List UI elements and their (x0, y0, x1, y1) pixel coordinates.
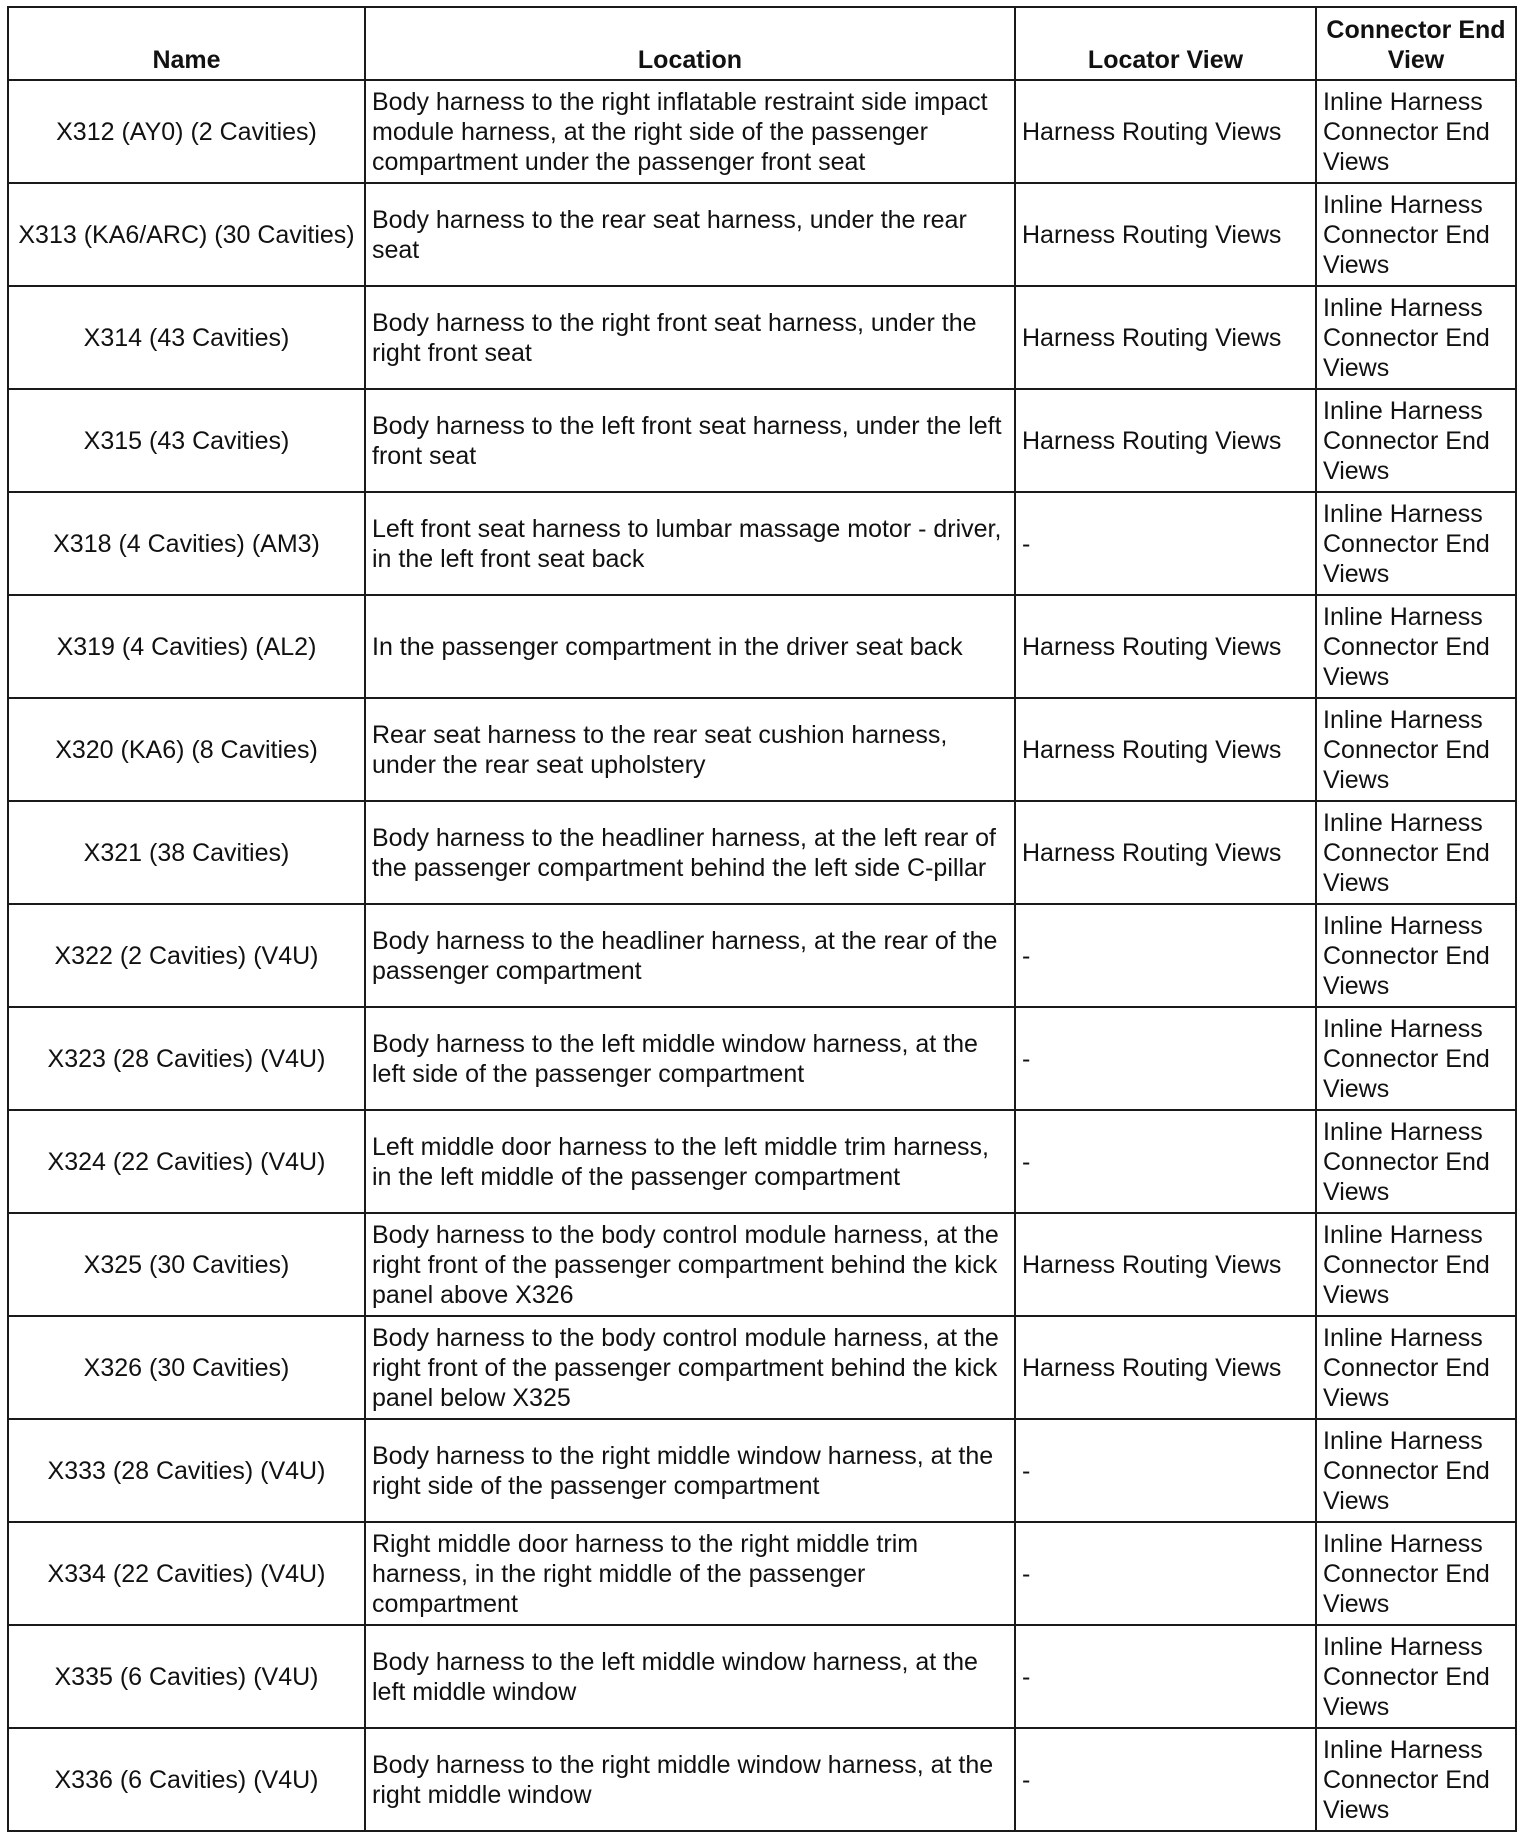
connector-location: Rear seat harness to the rear seat cushion harness, under the rear seat upholstery (365, 698, 1015, 801)
locator-view-link: - (1015, 1625, 1316, 1728)
connector-location: Body harness to the right middle window harness, at the right middle window (365, 1728, 1015, 1831)
connector-name: X321 (38 Cavities) (8, 801, 365, 904)
table-row (8, 1213, 1516, 1316)
connector-end-view-link: Inline Harness Connector End Views (1316, 1625, 1516, 1728)
connector-name: X325 (30 Cavities) (8, 1213, 365, 1316)
table-row (8, 492, 1516, 595)
table-row (8, 1522, 1516, 1625)
locator-view-link: Harness Routing Views (1015, 1213, 1316, 1316)
connector-end-view-link: Inline Harness Connector End Views (1316, 492, 1516, 595)
table-row (8, 1728, 1516, 1831)
locator-view-link: Harness Routing Views (1015, 183, 1316, 286)
locator-view-link: - (1015, 1007, 1316, 1110)
connector-name: X323 (28 Cavities) (V4U) (8, 1007, 365, 1110)
table-row (8, 1419, 1516, 1522)
table-body (8, 80, 1516, 1831)
locator-view-link: Harness Routing Views (1015, 698, 1316, 801)
connector-location: Body harness to the right middle window harness, at the right side of the passenger compartment (365, 1419, 1015, 1522)
connector-end-view-link: Inline Harness Connector End Views (1316, 389, 1516, 492)
connector-end-view-link: Inline Harness Connector End Views (1316, 286, 1516, 389)
locator-view-link: - (1015, 1522, 1316, 1625)
table-row (8, 183, 1516, 286)
table-row (8, 1110, 1516, 1213)
locator-view-link: - (1015, 492, 1316, 595)
connector-location: Body harness to the headliner harness, at the left rear of the passenger compartment behind the left side C-pillar (365, 801, 1015, 904)
connector-end-view-link: Inline Harness Connector End Views (1316, 904, 1516, 1007)
table-row (8, 698, 1516, 801)
connector-end-view-link: Inline Harness Connector End Views (1316, 595, 1516, 698)
header-location: Location (365, 7, 1015, 80)
connector-location: Left front seat harness to lumbar massage motor - driver, in the left front seat back (365, 492, 1015, 595)
connector-end-view-link: Inline Harness Connector End Views (1316, 183, 1516, 286)
header-connector-end-view: Connector End View (1316, 7, 1516, 80)
connector-name: X333 (28 Cavities) (V4U) (8, 1419, 365, 1522)
table-row (8, 1007, 1516, 1110)
locator-view-link: - (1015, 1110, 1316, 1213)
connector-name: X336 (6 Cavities) (V4U) (8, 1728, 365, 1831)
header-locator-view: Locator View (1015, 7, 1316, 80)
connector-location: Right middle door harness to the right middle trim harness, in the right middle of the passenger compartment (365, 1522, 1015, 1625)
locator-view-link: Harness Routing Views (1015, 80, 1316, 183)
connector-name: X313 (KA6/ARC) (30 Cavities) (8, 183, 365, 286)
connector-end-view-link: Inline Harness Connector End Views (1316, 698, 1516, 801)
connector-name: X315 (43 Cavities) (8, 389, 365, 492)
connector-end-view-link: Inline Harness Connector End Views (1316, 80, 1516, 183)
connector-end-view-link: Inline Harness Connector End Views (1316, 801, 1516, 904)
connector-end-view-link: Inline Harness Connector End Views (1316, 1007, 1516, 1110)
table-row (8, 286, 1516, 389)
connector-name: X312 (AY0) (2 Cavities) (8, 80, 365, 183)
connector-name: X334 (22 Cavities) (V4U) (8, 1522, 365, 1625)
connector-end-view-link: Inline Harness Connector End Views (1316, 1728, 1516, 1831)
locator-view-link: - (1015, 1419, 1316, 1522)
connector-name: X314 (43 Cavities) (8, 286, 365, 389)
locator-view-link: Harness Routing Views (1015, 389, 1316, 492)
table-row (8, 595, 1516, 698)
table-row (8, 801, 1516, 904)
connector-location: Body harness to the right inflatable restraint side impact module harness, at the right side of the passenger compartment under the passenger front seat (365, 80, 1015, 183)
connector-name: X335 (6 Cavities) (V4U) (8, 1625, 365, 1728)
connector-location: Body harness to the headliner harness, at the rear of the passenger compartment (365, 904, 1015, 1007)
connector-location: Body harness to the left middle window harness, at the left side of the passenger compartment (365, 1007, 1015, 1110)
connector-location: Left middle door harness to the left middle trim harness, in the left middle of the passenger compartment (365, 1110, 1015, 1213)
connector-location: Body harness to the left front seat harness, under the left front seat (365, 389, 1015, 492)
table-row (8, 1316, 1516, 1419)
table-row (8, 904, 1516, 1007)
connector-name: X326 (30 Cavities) (8, 1316, 365, 1419)
locator-view-link: - (1015, 1728, 1316, 1831)
locator-view-link: Harness Routing Views (1015, 801, 1316, 904)
table-row (8, 389, 1516, 492)
locator-view-link: Harness Routing Views (1015, 286, 1316, 389)
connector-name: X324 (22 Cavities) (V4U) (8, 1110, 365, 1213)
connector-location: Body harness to the body control module harness, at the right front of the passenger compartment behind the kick panel above X326 (365, 1213, 1015, 1316)
connector-location: In the passenger compartment in the driver seat back (365, 595, 1015, 698)
connector-end-view-link: Inline Harness Connector End Views (1316, 1522, 1516, 1625)
connector-end-view-link: Inline Harness Connector End Views (1316, 1213, 1516, 1316)
table-header (8, 7, 1516, 80)
connector-end-view-link: Inline Harness Connector End Views (1316, 1110, 1516, 1213)
connector-location: Body harness to the rear seat harness, under the rear seat (365, 183, 1015, 286)
connector-name: X318 (4 Cavities) (AM3) (8, 492, 365, 595)
connector-name: X320 (KA6) (8 Cavities) (8, 698, 365, 801)
connector-location: Body harness to the right front seat harness, under the right front seat (365, 286, 1015, 389)
connector-location: Body harness to the left middle window harness, at the left middle window (365, 1625, 1015, 1728)
connector-location: Body harness to the body control module harness, at the right front of the passenger compartment behind the kick panel below X325 (365, 1316, 1015, 1419)
table-row (8, 1625, 1516, 1728)
header-row (8, 7, 1516, 80)
connector-name: X319 (4 Cavities) (AL2) (8, 595, 365, 698)
locator-view-link: Harness Routing Views (1015, 595, 1316, 698)
locator-view-link: - (1015, 904, 1316, 1007)
connector-end-view-link: Inline Harness Connector End Views (1316, 1419, 1516, 1522)
connector-table (7, 6, 1517, 1832)
locator-view-link: Harness Routing Views (1015, 1316, 1316, 1419)
table-row (8, 80, 1516, 183)
header-name: Name (8, 7, 365, 80)
connector-end-view-link: Inline Harness Connector End Views (1316, 1316, 1516, 1419)
connector-name: X322 (2 Cavities) (V4U) (8, 904, 365, 1007)
